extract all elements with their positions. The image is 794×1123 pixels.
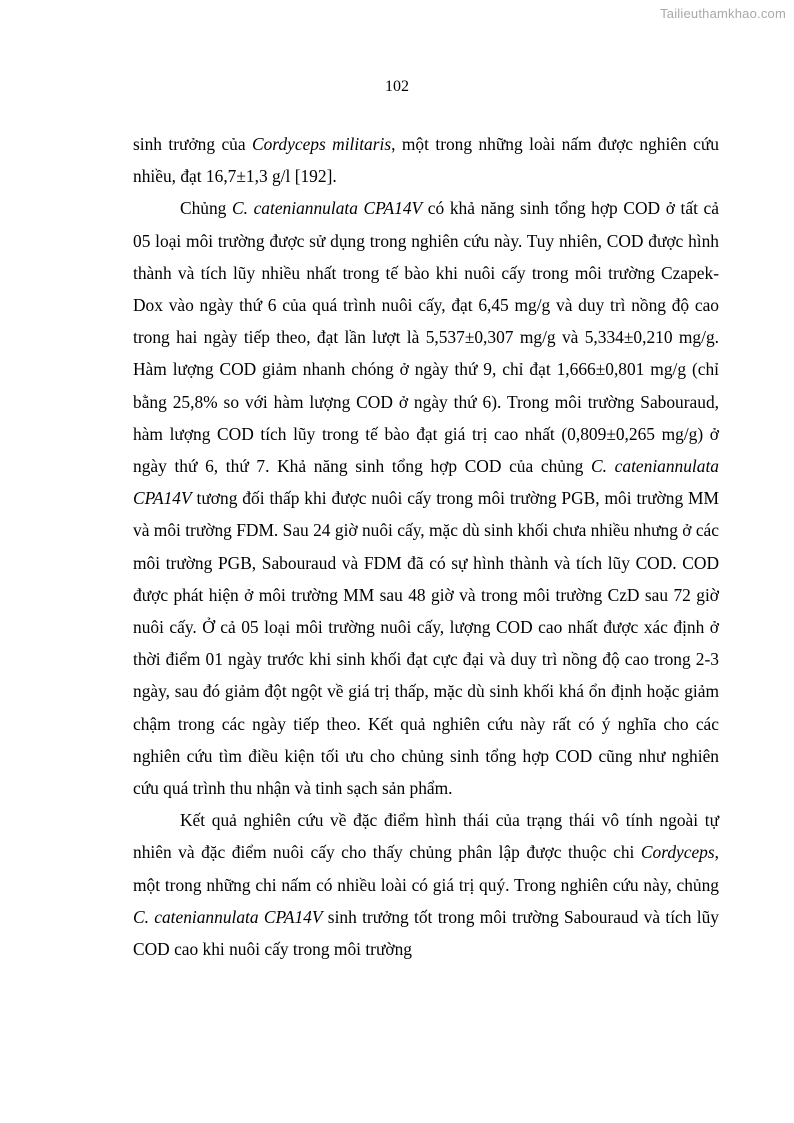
paragraph-1 [133,128,719,192]
text-run: có khả năng sinh tổng hợp COD ở tất cả 05 loại môi trường được sử dụng trong nghiên cứu này. Tuy nhiên, COD được hình thành và tích lũy nhiều nhất trong tế bào khi nuôi cấy trong môi trường Czapek-Dox vào ngày thứ 6 của quá trình nuôi cấy, đạt 6,45 mg/g và duy trì nồng độ cao trong hai ngày tiếp theo, đạt lần lượt là 5,537±0,307 mg/g và 5,334±0,210 mg/g. Hàm lượng COD giảm nhanh chóng ở ngày thứ 9, chỉ đạt 1,666±0,801 mg/g (chỉ bằng 25,8% so với hàm lượng COD ở ngày thứ 6). Trong môi trường Sabouraud, hàm lượng COD tích lũy trong tế bào đạt giá trị cao nhất (0,809±0,265 mg/g) ở ngày thứ 6, thứ 7. Khả năng sinh tổng hợp COD của chủng [133,198,719,477]
text-run: sinh trưởng tốt trong môi trường Sabouraud và tích lũy COD cao khi nuôi cấy trong môi trường [133,906,719,960]
text-run: tương đối thấp khi được nuôi cấy trong môi trường PGB, môi trường MM và môi trường FDM. Sau 24 giờ nuôi cấy, mặc dù sinh khối chưa nhiều nhưng ở các môi trường PGB, Sabouraud và FDM đã có sự hình thành và tích lũy COD. COD được phát hiện ở môi trường MM sau 48 giờ và trong môi trường CzD sau 72 giờ nuôi cấy. Ở cả 05 loại môi trường nuôi cấy, lượng COD cao nhất được xác định ở thời điểm 01 ngày trước khi sinh khối đạt cực đại và duy trì nồng độ cao trong 2-3 ngày, sau đó giảm đột ngột về giá trị thấp, mặc dù sinh khối khá ổn định hoặc giảm chậm trong các ngày tiếp theo. Kết quả nghiên cứu này rất có ý nghĩa cho các nghiên cứu tìm điều kiện tối ưu cho chủng sinh tổng hợp COD cũng như nghiên cứu quá trình thu nhận và tinh sạch sản phẩm. [133,488,719,799]
species-name: Cordyceps militaris [252,134,392,154]
genus-name: Cordyceps [640,842,715,863]
species-name: C. cateniannulata CPA14V [232,198,423,219]
species-name: C. cateniannulata CPA14V [133,456,719,509]
species-name: C. cateniannulata CPA14V [133,906,323,927]
page-number: 102 [385,78,409,95]
text-run: Chủng [180,198,233,219]
document-body [133,128,719,965]
watermark-text: Tailieuthamkhao.com [660,6,786,21]
text-run: , một trong những loài nấm được nghiên cứu nhiều, đạt 16,7±1,3 g/l [192]. [133,134,720,187]
text-run: , một trong những chi nấm có nhiều loài có giá trị quý. Trong nghiên cứu này, chủng [133,842,719,895]
text-run: sinh trưởng của [133,134,253,154]
text-run: Kết quả nghiên cứu về đặc điểm hình thái của trạng thái vô tính ngoài tự nhiên và đặc điểm nuôi cấy cho thấy chủng phân lập được thuộc chi [133,810,719,863]
paragraph-3 [133,804,719,965]
paragraph-2 [133,192,719,804]
